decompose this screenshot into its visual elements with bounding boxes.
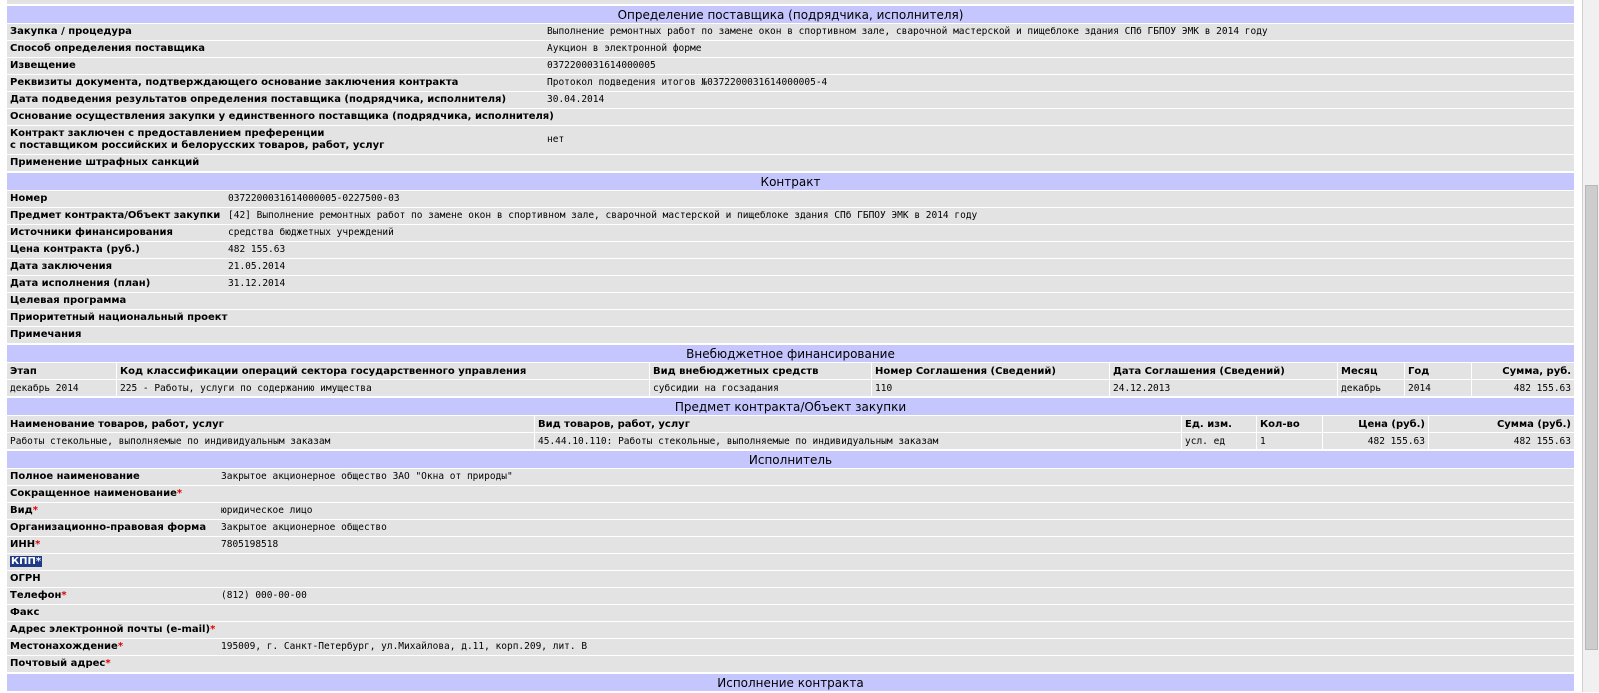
row-number [7,191,1574,208]
label [7,556,221,568]
col-agreement-number: Номер Соглашения (Сведений) [872,363,1110,379]
scrollbar-thumb[interactable] [1585,185,1598,650]
label: ОГРН [10,573,41,584]
row-contract-price [7,242,1574,259]
row-type [7,503,1574,520]
row-target-program [7,293,1574,310]
cell-goods-type: 45.44.10.110: Работы стекольные, выполняемые по индивидуальным заказам [535,433,1182,449]
row-national-project [7,310,1574,327]
row-notes [7,327,1574,344]
value: 195009, г. Санкт-Петербург, ул.Михайлова, д.11, корп.209, лит. В [221,641,588,652]
label [7,505,221,517]
value: Протокол подведения итогов №0372200031614000005-4 [547,77,828,88]
label [7,128,547,152]
value: юридическое лицо [221,505,313,516]
required-mark: * [35,556,42,567]
label [7,488,221,500]
cell-total: 482 155.63 [1513,436,1571,447]
label-text: Вид [10,505,33,516]
required-mark: * [105,658,111,669]
value: нет [547,134,565,145]
section-header-execution: Исполнение контракта [7,673,1574,692]
col-year: Год [1405,363,1472,379]
cell-price: 482 155.63 [1323,433,1429,449]
value: (812) 000-00-00 [221,590,307,601]
col-total: Сумма (руб.) [1496,419,1571,430]
label-text: Почтовый адрес [10,658,106,669]
row-notice [7,58,1574,75]
label [7,658,221,670]
value: 31.12.2014 [228,278,286,289]
col-goods-name: Наименование товаров, работ, услуг [7,416,535,432]
row-ogrn [7,571,1574,588]
label: Целевая программа [10,295,127,306]
vertical-scrollbar[interactable] [1582,0,1599,692]
required-mark: * [35,539,41,550]
value: 0372200031614000005-0227500-03 [228,193,400,204]
label: Предмет контракта/Объект закупки [10,210,221,221]
label: Способ определения поставщика [10,43,206,54]
col-goods-type: Вид товаров, работ, услуг [535,416,1182,432]
row-conclusion-date [7,259,1574,276]
value: 7805198518 [221,539,279,550]
cell-agreement-number: 110 [872,380,1110,396]
row-single-supplier-basis [7,109,1574,126]
row-preference [7,126,1574,155]
label: Организационно-правовая форма [10,522,207,533]
row-inn [7,537,1574,554]
label [7,641,221,653]
value: 30.04.2014 [547,94,605,105]
label: Факс [10,607,40,618]
label [7,539,221,551]
document-page [7,0,1574,692]
required-mark: * [176,488,183,499]
row-results-date [7,92,1574,109]
value: [42] Выполнение ремонтных работ по замене окон в спортивном зале, сварочной мастерской и пищеблоке здания СПб ГБПОУ ЭМК в 2014 году [228,210,978,221]
label: Примечания [10,329,82,340]
row-procurement [7,24,1574,41]
col-classification: Код классификации операций сектора государственного управления [117,363,650,379]
label-text: Местонахождение [10,641,118,652]
section-header-subject: Предмет контракта/Объект закупки [7,397,1574,416]
col-price: Цена (руб.) [1323,416,1429,432]
label [7,624,221,636]
row-method [7,41,1574,58]
row-execution-date [7,276,1574,293]
label: Применение штрафных санкций [10,157,200,168]
label-text: ИНН [10,539,36,550]
value: 21.05.2014 [228,261,286,272]
row-legal-form [7,520,1574,537]
label: Дата подведения результатов определения поставщика (подрядчика, исполнителя) [10,94,507,105]
section-header-supplier: Определение поставщика (подрядчика, исполнителя) [7,5,1574,24]
label: Цена контракта (руб.) [10,244,140,255]
offbudget-data-row [7,380,1574,397]
col-qty: Кол-во [1257,416,1323,432]
label: Приоритетный национальный проект [10,312,228,323]
row-fax [7,605,1574,622]
value: Закрытое акционерное общество [221,522,387,533]
label [7,590,221,602]
row-postal-address [7,656,1574,673]
required-mark: * [117,641,124,652]
value: Закрытое акционерное общество ЗАО "Окна от природы" [221,471,513,482]
value: 482 155.63 [228,244,286,255]
required-mark: * [210,624,216,635]
label: Дата заключения [10,261,113,272]
value: Выполнение ремонтных работ по замене окон в спортивном зале, сварочной мастерской и пищеблоке здания СПб ГБПОУ ЭМК в 2014 году [547,26,1268,37]
section-header-contract: Контракт [7,172,1574,191]
required-mark: * [32,505,38,516]
col-funds-type: Вид внебюджетных средств [650,363,872,379]
cell-year: 2014 [1405,380,1472,396]
col-agreement-date: Дата Соглашения (Сведений) [1110,363,1338,379]
cell-classification: 225 - Работы, услуги по содержанию имущества [117,380,650,396]
label: Закупка / процедура [10,26,132,37]
label-line-2: с поставщиком российских и белорусских товаров, работ, услуг [10,140,385,151]
cell-month: декабрь [1338,380,1405,396]
label: Полное наименование [10,471,140,482]
cell-goods-name: Работы стекольные, выполняемые по индивидуальным заказам [7,433,535,449]
label-text: Телефон [10,590,62,601]
label: Номер [10,193,48,204]
label: Дата исполнения (план) [10,278,151,289]
row-short-name [7,486,1574,503]
col-month: Месяц [1338,363,1405,379]
row-subject [7,208,1574,225]
label: Извещение [10,60,76,71]
row-document-details [7,75,1574,92]
row-penalties [7,155,1574,172]
row-email [7,622,1574,639]
label-text: Сокращенное наименование [10,488,177,499]
required-mark: * [61,590,67,601]
section-header-offbudget: Внебюджетное финансирование [7,344,1574,363]
cell-stage: декабрь 2014 [7,380,117,396]
row-kpp [7,554,1574,571]
label: Реквизиты документа, подтверждающего основание заключения контракта [10,77,459,88]
subject-data-row [7,433,1574,450]
cell-agreement-date: 24.12.2013 [1110,380,1338,396]
col-stage: Этап [7,363,117,379]
col-sum: Сумма, руб. [1502,366,1571,377]
label-text: Адрес электронной почты (e-mail) [10,624,211,635]
col-unit: Ед. изм. [1182,416,1257,432]
label-line-1: Контракт заключен с предоставлением преференции [10,128,325,139]
label: Источники финансирования [10,227,173,238]
cell-funds-type: субсидии на госзадания [650,380,872,396]
label: Основание осуществления закупки у единственного поставщика (подрядчика, исполнителя) [10,111,554,122]
row-location [7,639,1574,656]
label-text: КПП [11,556,36,567]
value: средства бюджетных учреждений [228,227,394,238]
subject-header-row [7,416,1574,433]
offbudget-header-row [7,363,1574,380]
cell-qty: 1 [1257,433,1323,449]
row-full-name [7,469,1574,486]
row-funding-sources [7,225,1574,242]
row-phone [7,588,1574,605]
value: Аукцион в электронной форме [547,43,702,54]
kpp-selected-text [10,556,42,567]
value: 0372200031614000005 [547,60,656,71]
section-header-executor: Исполнитель [7,450,1574,469]
cell-sum: 482 155.63 [1513,383,1571,394]
cell-unit: усл. ед [1182,433,1257,449]
